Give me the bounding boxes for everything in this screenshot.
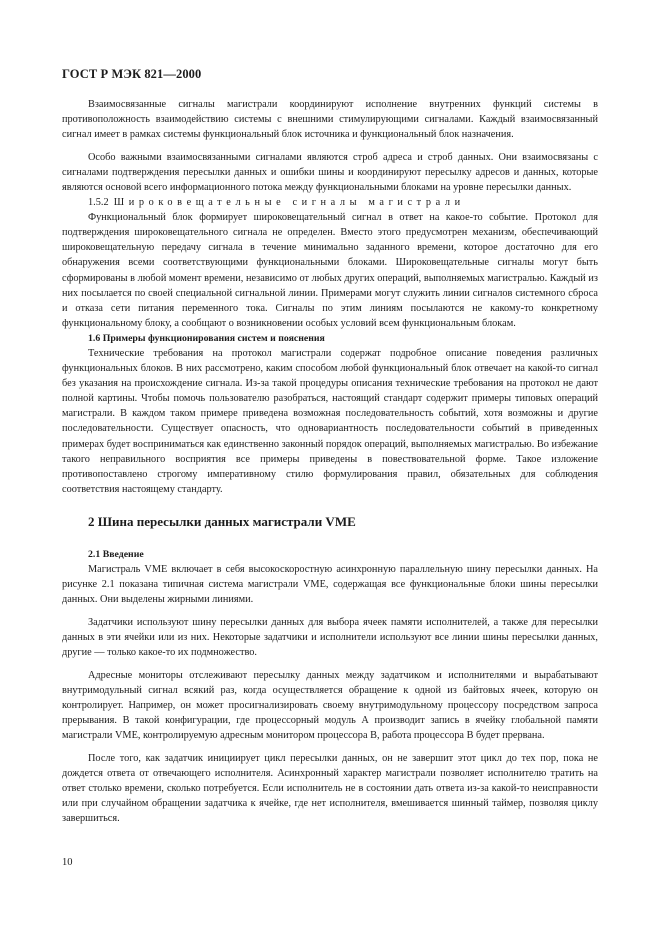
subsection-heading-1-6: 1.6 Примеры функционирования систем и пояснения — [88, 332, 325, 344]
paragraph-vme-intro: Магистраль VME включает в себя высокоскоростную асинхронную параллельную шину пересылки данных. На рисунке 2.1 показана типичная система магистрали VME, содержащая все функциональные блоки шины пересылки данных. Они выделены жирными линиями. — [62, 564, 598, 606]
spacer — [62, 607, 598, 615]
spacer — [62, 531, 598, 547]
spacer — [62, 743, 598, 751]
standard-header: ГОСТ Р МЭК 821—2000 — [62, 67, 202, 81]
spacer — [62, 497, 598, 513]
paragraph-broadcast-signals: Функциональный блок формирует широковещательный сигнал в ответ на какое-то событие. Протокол для подтверждения широковещательного сигнала не определен. Вместо этого предусмотрен механизм, обеспечивающий широковещательную передачу сигнала в течение минимально заданного времени, которое достаточно для его обнаружения всеми соответствующими функциональными блоками. Широковещательные сигналы могут быть сформированы в любой момент времени, независимо от любых других операций, выполняемых магистралью. Каждый из них посылается по своей специальной сигнальной линии. Примерами могут служить линии сигналов системного сброса и отказа сети питания переменного тока. Сигналы по этим линиям посылаются не какому-то конкретному функциональному блоку, а сообщают о возникновении особых условий всем функциональным блокам. — [62, 212, 598, 329]
paragraph-masters: Задатчики используют шину пересылки данных для выбора ячеек памяти исполнителей, а также для пересылки данных в эти ячейки или из них. Некоторые задатчики и исполнители используют все линии шины пересылки данных, другие — только какое-то их подмножество. — [62, 616, 598, 658]
paragraph-strobe-signals: Особо важными взаимосвязанными сигналами являются строб адреса и строб данных. Они взаимосвязаны с сигналами подтверждения пересылки данных и ошибки шины и координируют пересылку адресов и данных, которые являются основой всего информационного потока между функциональными блоками на уровне пересылки данных. — [62, 151, 598, 193]
spacer — [62, 660, 598, 668]
paragraph-protocol-examples: Технические требования на протокол магистрали содержат подробное описание поведения различных функциональных блоков. В них рассмотрено, каким способом любой функциональный блок отвечает на какой-то сигнал без указания на происхождение сигнала. Из-за такой процедуры описания технические требования на протокол не дают полной картины. Чтобы помочь пользователю разобраться, настоящий стандарт содержит примеры типовых операций магистрали. В каждом таком примере приведена возможная последовательность событий, хотя возможны и другие последовательности. Существует опасность, что одновариантность последовательности событий в приведенных примерах будет восприниматься как единственно законный порядок операций, выполняемых магистралью. Во избежание такого неправильного восприятия все примеры приведены в повествовательной форме. Такое изложение противопоставлено строгому императивному стилю формулирования правил, обязательных для соблюдения соответствия настоящему стандарту. — [62, 348, 598, 495]
section-heading-2: 2 Шина пересылки данных магистрали VME — [88, 513, 356, 529]
paragraph-interconnected-signals: Взаимосвязанные сигналы магистрали координируют исполнение внутренних функций системы в противоположность взаимодействию системы с внешними стимулирующими сигналами. Каждый взаимосвязанный сигнал имеет в рамках системы функциональный блок источника и функциональный блок назначения. — [62, 99, 598, 141]
page-number: 10 — [62, 857, 73, 868]
subsection-title: Широковещательные сигналы магистрали — [113, 197, 465, 209]
subsection-heading-2-1: 2.1 Введение — [88, 548, 144, 560]
paragraph-bus-timer: После того, как задатчик инициирует цикл пересылки данных, он не завершит этот цикл до тех пор, пока не дождется ответа от отвечающего исполнителя. Асинхронный характер магистрали позволяет исполнителю тратить на ответ столько времени, сколько потребуется. Если исполнитель не в состоянии дать ответа из-за какой-то неисправности или при случайном обращении задатчика к ячейке, где нет исполнителя, вмешивается шинный таймер, позволяя циклу завершиться. — [62, 752, 598, 824]
subsection-heading-1-5-2 — [62, 195, 598, 210]
spacer — [62, 142, 598, 150]
page-body — [62, 97, 598, 826]
paragraph-address-monitors: Адресные мониторы отслеживают пересылку данных между задатчиком и исполнителями и вырабатывают внутримодульный сигнал всякий раз, когда осуществляется обращение к одной из байтовых ячеек, которую он контролирует. Например, он может просигнализировать своему внутримодульному процессору посредством запроса прерывания. В такой конфигурации, где процессорный модуль А производит запись в ячейку глобальной памяти магистрали VME, контролируемую адресным монитором процессора В, работа процессора В будет прервана. — [62, 669, 598, 741]
subsection-number: 1.5.2 — [88, 197, 109, 209]
